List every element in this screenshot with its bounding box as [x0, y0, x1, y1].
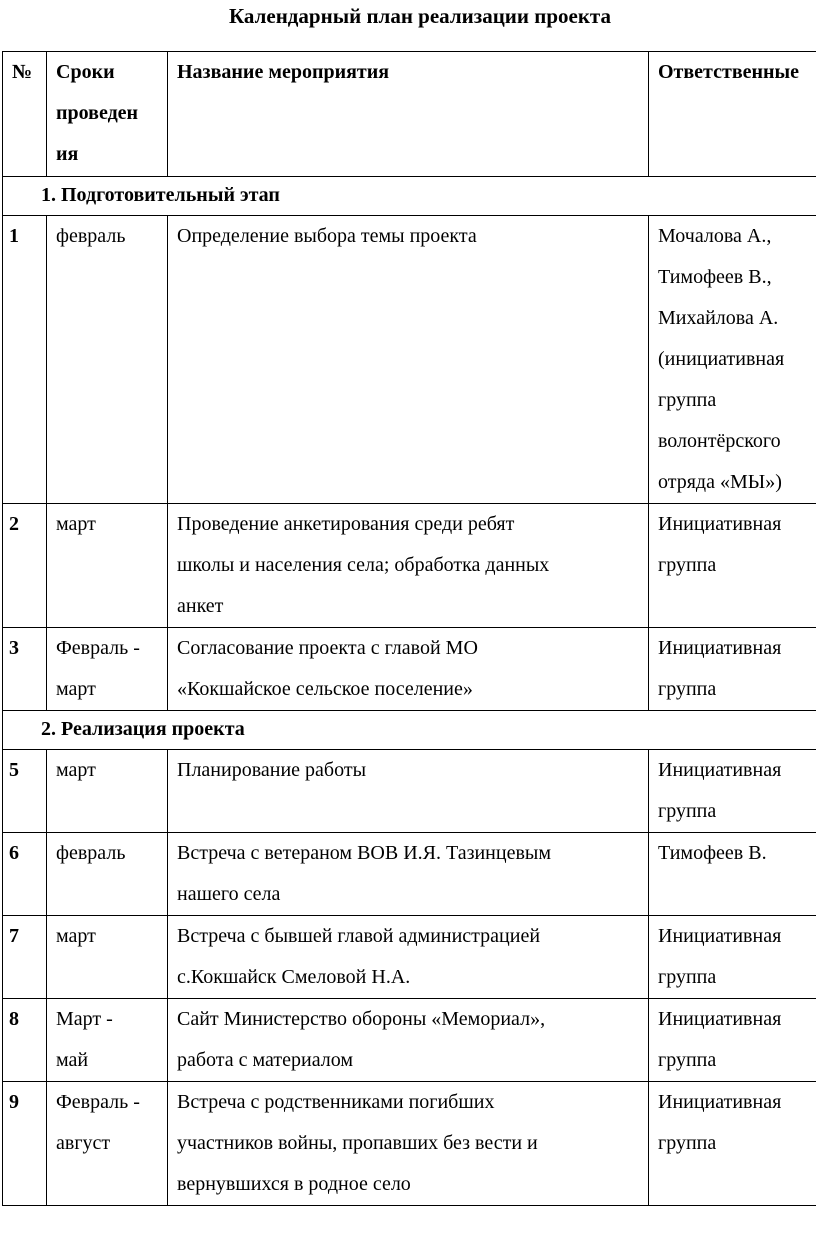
row-number-text: 6 — [9, 842, 19, 864]
row-event — [168, 628, 649, 711]
row-event — [168, 750, 649, 833]
row-dates — [47, 833, 168, 916]
stage-label — [3, 177, 816, 216]
row-event-text: Встреча с ветераном ВОВ И.Я. Тазинцевым нашего села — [177, 842, 551, 905]
row-dates-text: март — [56, 925, 96, 947]
row-responsible-text: Инициативная группа — [658, 513, 782, 576]
table-row — [3, 833, 816, 916]
table-row — [3, 628, 816, 711]
row-number — [3, 504, 47, 628]
row-dates-text: март — [56, 759, 96, 781]
row-number — [3, 916, 47, 999]
row-responsible-text: Тимофеев В. — [658, 842, 767, 864]
row-responsible — [649, 628, 816, 711]
table-row — [3, 504, 816, 628]
row-number-text: 8 — [9, 1008, 19, 1030]
row-dates — [47, 750, 168, 833]
column-header-num: № — [3, 52, 47, 177]
table-row — [3, 916, 816, 999]
row-dates-text: март — [56, 513, 96, 535]
row-number-text: 3 — [9, 637, 19, 659]
row-responsible — [649, 833, 816, 916]
row-event — [168, 833, 649, 916]
table-row — [3, 999, 816, 1082]
row-event-text: Определение выбора темы проекта — [177, 225, 477, 247]
row-responsible — [649, 916, 816, 999]
table-row — [3, 750, 816, 833]
row-dates — [47, 1082, 168, 1206]
stage-row — [3, 177, 816, 216]
column-header-responsible: Ответственные — [649, 52, 816, 177]
row-responsible-text: Инициативная группа — [658, 637, 782, 700]
row-dates-text: февраль — [56, 225, 126, 247]
table-row — [3, 216, 816, 504]
table-row — [3, 1082, 816, 1206]
row-dates — [47, 916, 168, 999]
row-responsible — [649, 216, 816, 504]
table-body — [3, 52, 816, 1206]
row-dates — [47, 504, 168, 628]
row-responsible-text: Инициативная группа — [658, 925, 782, 988]
row-event — [168, 999, 649, 1082]
row-number-text: 1 — [9, 225, 19, 247]
row-dates-text: Февраль - март — [56, 637, 140, 700]
column-header-dates: Сроки проведен ия — [47, 52, 168, 177]
row-number-text: 9 — [9, 1091, 19, 1113]
row-number — [3, 750, 47, 833]
row-dates — [47, 628, 168, 711]
row-responsible — [649, 1082, 816, 1206]
row-responsible-text: Инициативная группа — [658, 759, 782, 822]
column-header-event: Название мероприятия — [168, 52, 649, 177]
stage-label-text: 2. Реализация проекта — [41, 718, 245, 740]
row-event — [168, 504, 649, 628]
row-number-text: 7 — [9, 925, 19, 947]
row-number — [3, 833, 47, 916]
row-event-text: Согласование проекта с главой МО «Кокшайское сельское поселение» — [177, 637, 478, 700]
row-event-text: Планирование работы — [177, 759, 367, 781]
row-event — [168, 216, 649, 504]
row-event-text: Проведение анкетирования среди ребят школы и населения села; обработка данных анкет — [177, 513, 550, 617]
row-responsible — [649, 750, 816, 833]
row-responsible-text: Мочалова А., Тимофеев В., Михайлова А. (инициативная группа волонтёрского отряда «МЫ») — [658, 225, 785, 493]
row-dates — [47, 216, 168, 504]
row-dates-text: Февраль - август — [56, 1091, 140, 1154]
table-header-row — [3, 52, 816, 177]
row-event — [168, 916, 649, 999]
row-responsible — [649, 504, 816, 628]
row-responsible-text: Инициативная группа — [658, 1008, 782, 1071]
project-plan-table — [2, 51, 816, 1206]
row-number-text: 5 — [9, 759, 19, 781]
stage-row — [3, 711, 816, 750]
row-event — [168, 1082, 649, 1206]
document-title: Календарный план реализации проекта — [228, 4, 612, 28]
row-event-text: Встреча с родственниками погибших участников войны, пропавших без вести и вернувшихся в родное село — [177, 1091, 538, 1195]
row-event-text: Встреча с бывшей главой администрацией с.Кокшайск Смеловой Н.А. — [177, 925, 541, 988]
row-responsible-text: Инициативная группа — [658, 1091, 782, 1154]
row-dates-text: Март - май — [56, 1008, 113, 1071]
row-number — [3, 1082, 47, 1206]
row-event-text: Сайт Министерство обороны «Мемориал», работа с материалом — [177, 1008, 546, 1071]
row-number — [3, 628, 47, 711]
row-dates — [47, 999, 168, 1082]
stage-label — [3, 711, 816, 750]
stage-label-text: 1. Подготовительный этап — [41, 184, 280, 206]
row-dates-text: февраль — [56, 842, 126, 864]
row-number — [3, 999, 47, 1082]
row-responsible — [649, 999, 816, 1082]
row-number — [3, 216, 47, 504]
row-number-text: 2 — [9, 513, 19, 535]
